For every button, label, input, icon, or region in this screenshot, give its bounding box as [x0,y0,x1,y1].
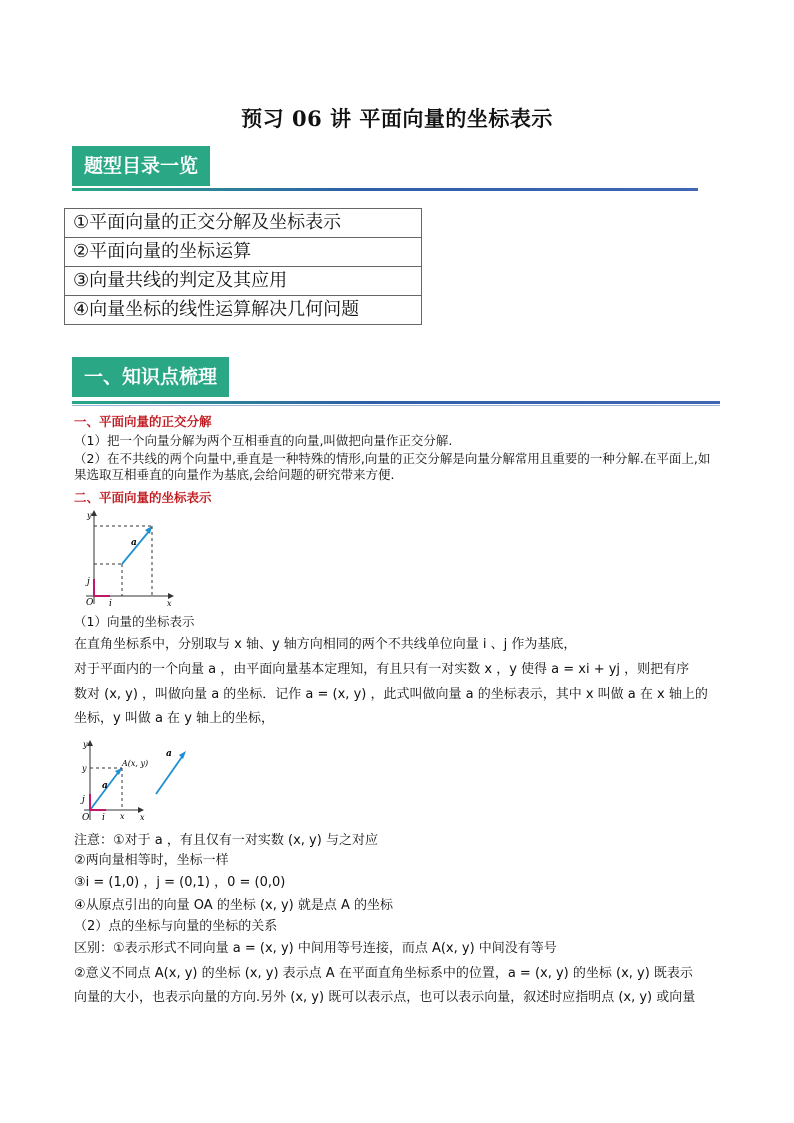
section-heading-2: 二、平面向量的坐标表示 [74,490,212,505]
paragraph: （1）把一个向量分解为两个互相垂直的向量,叫做把向量作正交分解. [74,433,453,448]
toc-item[interactable]: ④向量坐标的线性运算解决几何问题 [73,299,360,320]
paragraph: 在直角坐标系中，分别取与 x 轴、y 轴方向相同的两个不共线单位向量 i 、j 作为基底， [74,637,577,652]
note: ④从原点引出的向量 OA 的坐标 (x, y) 就是点 A 的坐标 [74,898,394,913]
paragraph: 区别：①表示形式不同向量 a = (x, y) 中间用等号连接，而点 A(x, y) 中间没有等号 [74,941,557,956]
subheading: （2）点的坐标与向量的坐标的关系 [74,919,278,934]
vector-a-label: a [131,538,137,548]
paragraph: （2）在不共线的两个向量中,垂直是一种特殊的情形,向量的正交分解是向量分解常用且重要的一种分解.在平面上,如果选取互相垂直的向量作为基底,会给问题的研究带来方便. [74,451,711,482]
section-banner-knowledge: 一、知识点梳理 [72,357,229,397]
x-coordinate-label: x [120,812,125,821]
subheading: （1）向量的坐标表示 [74,614,195,629]
axis-label-x: x [140,813,145,822]
axis-label-y: y [83,740,88,749]
page-title: 预习 06 讲 平面向量的坐标表示 [241,106,553,131]
section-banner-toc: 题型目录一览 [72,146,210,186]
note: 注意：①对于 a ，有且仅有一对实数 (x, y) 与之对应 [74,833,378,848]
divider-thin [72,405,720,406]
vector-a-label: a [102,781,108,791]
unit-j-label: j [87,577,90,587]
axis-label-x: x [167,599,172,608]
divider [72,188,698,191]
section-heading-1: 一、平面向量的正交分解 [74,414,212,429]
unit-j-label: j [82,795,85,805]
axis-label-y: y [87,511,92,520]
toc-item[interactable]: ①平面向量的正交分解及坐标表示 [65,209,421,238]
note: ③i = (1,0) ，j = (0,1) ，0 = (0,0) [74,875,286,890]
paragraph: 坐标，y 叫做 a 在 y 轴上的坐标， [74,711,275,726]
unit-i-label: i [102,813,105,823]
y-coordinate-label: y [82,764,87,773]
divider [72,401,720,404]
toc-item[interactable]: ②平面向量的坐标运算 [65,238,421,267]
paragraph: 对于平面内的一个向量 a ，由平面向量基本定理知，有且只有一对实数 x ，y 使得 a = xi + yj ，则把有序 [74,662,690,677]
unit-i-label: i [109,599,112,609]
point-a-label: A(x, y) [122,759,149,768]
paragraph: 数对 (x, y) ，叫做向量 a 的坐标．记作 a = (x, y) ，此式叫做向量 a 的坐标表示，其中 x 叫做 a 在 x 轴上的 [74,687,708,702]
origin-label: O [86,598,94,608]
paragraph: ②意义不同点 A(x, y) 的坐标 (x, y) 表示点 A 在平面直角坐标系中的位置，a = (x, y) 的坐标 (x, y) 既表示 [74,966,693,981]
note: ②两向量相等时，坐标一样 [74,853,229,868]
toc-item[interactable]: ③向量共线的判定及其应用 [65,267,421,296]
coordinate-figure-2 [78,738,198,824]
coordinate-figure-1 [78,508,178,610]
toc-table [64,208,422,325]
origin-label: O [82,813,90,823]
vector-a-copy-label: a [166,749,172,759]
paragraph: 向量的大小，也表示向量的方向.另外 (x, y) 既可以表示点，也可以表示向量，叙述时应指明点 (x, y) 或向量 [74,990,696,1005]
